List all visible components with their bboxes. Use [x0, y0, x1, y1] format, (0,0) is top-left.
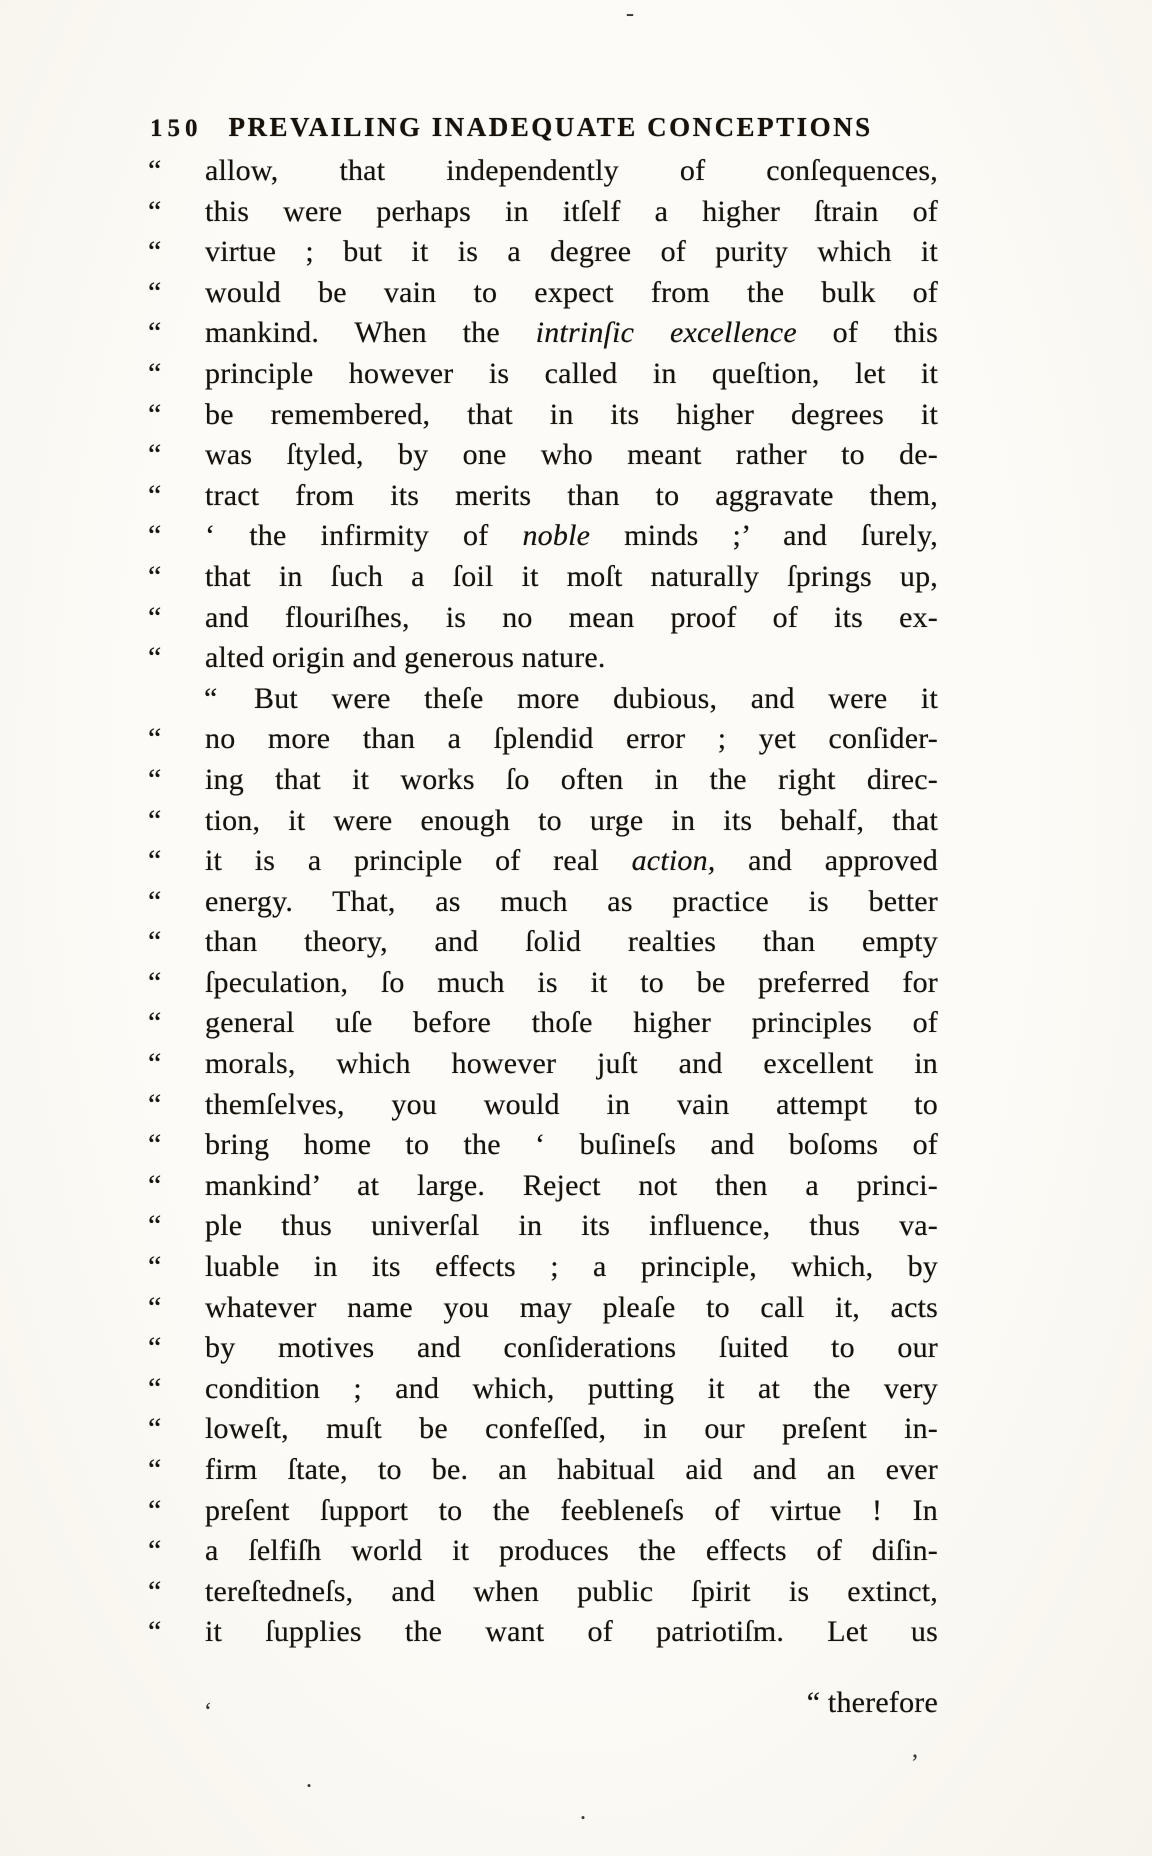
text-line — [148, 1247, 938, 1288]
plain-text: no more than a ſplendid error ; yet conſider- — [205, 722, 938, 756]
line-open-quote: “ — [148, 1371, 162, 1405]
line-text — [205, 1206, 938, 1247]
line-open-quote: “ — [148, 1087, 162, 1121]
plain-text: themſelves, you would in vain attempt to — [205, 1087, 938, 1121]
line-text — [205, 232, 938, 273]
line-open-quote: “ — [148, 803, 162, 837]
italic-text: noble — [522, 519, 591, 553]
text-line — [148, 719, 938, 760]
page-number: 150 — [150, 115, 203, 142]
text-line — [148, 1166, 938, 1207]
line-text — [205, 719, 938, 760]
plain-text: it is a principle of real — [205, 844, 632, 878]
line-open-quote: “ — [148, 1453, 162, 1486]
line-text — [205, 557, 938, 598]
ink-speck: . — [306, 1767, 312, 1793]
text-line — [148, 273, 938, 314]
line-text — [205, 1328, 938, 1369]
plain-text: minds ;’ and ſurely, — [590, 519, 938, 553]
line-text — [205, 435, 938, 476]
plain-text: But were theſe more dubious, and were it — [254, 681, 938, 715]
line-open-quote: “ — [148, 478, 162, 512]
line-text — [205, 1450, 938, 1491]
line-text — [205, 313, 938, 354]
text-line — [148, 557, 938, 598]
plain-text: would be vain to expect from the bulk of — [205, 275, 938, 309]
line-text — [205, 638, 938, 679]
plain-text: mankind. When the — [205, 316, 536, 350]
plain-text: firm ſtate, to be. an habitual aid and an ever — [205, 1453, 938, 1486]
line-open-quote: “ — [148, 1574, 162, 1608]
plain-text: general uſe before thoſe higher principles of — [205, 1006, 938, 1040]
ink-speck: , — [912, 1737, 918, 1763]
line-text — [205, 1288, 938, 1329]
plain-text: ‘ the infirmity of — [205, 519, 523, 553]
plain-text: condition ; and which, putting it at the very — [205, 1371, 938, 1405]
line-open-quote: “ — [148, 925, 162, 959]
line-text — [205, 801, 938, 842]
line-open-quote: “ — [148, 438, 162, 472]
line-open-quote: “ — [148, 1047, 162, 1081]
line-open-quote: “ — [148, 235, 162, 269]
line-open-quote: “ — [148, 154, 162, 187]
ink-speck: ‘ — [204, 1699, 212, 1725]
text-line — [148, 1044, 938, 1085]
text-line — [148, 1572, 938, 1613]
line-text — [205, 1003, 938, 1044]
line-open-quote: “ — [148, 1493, 162, 1527]
line-text — [205, 273, 938, 314]
line-open-quote: “ — [148, 1615, 162, 1649]
line-text — [205, 841, 938, 882]
line-text — [205, 1166, 938, 1207]
text-line — [148, 435, 938, 476]
line-text — [254, 679, 938, 720]
line-text — [205, 760, 938, 801]
line-text — [205, 192, 938, 233]
text-line — [148, 1125, 938, 1166]
text-line — [148, 1003, 938, 1044]
plain-text: virtue ; but it is a degree of purity which it — [205, 235, 938, 269]
line-text — [205, 1572, 938, 1613]
line-open-quote: “ — [148, 844, 162, 878]
plain-text: energy. That, as much as practice is better — [205, 884, 938, 918]
line-text — [205, 354, 938, 395]
line-text — [205, 516, 938, 557]
italic-text: action, — [631, 844, 716, 878]
page-header — [150, 112, 940, 143]
line-open-quote: “ — [148, 600, 162, 634]
text-line — [148, 882, 938, 923]
plain-text: tract from its merits than to aggravate them, — [205, 478, 938, 512]
text-line — [148, 760, 938, 801]
plain-text: ſpeculation, ſo much is it to be preferred for — [205, 965, 938, 999]
line-open-quote: “ — [148, 397, 162, 431]
line-open-quote: “ — [148, 559, 162, 593]
plain-text: luable in its effects ; a principle, which, by — [205, 1250, 938, 1284]
line-text — [205, 922, 938, 963]
text-line — [148, 395, 938, 436]
line-open-quote: “ — [148, 194, 162, 228]
plain-text: morals, which however juſt and excellent in — [205, 1047, 938, 1081]
line-open-quote: “ — [148, 884, 162, 918]
line-text — [205, 1491, 938, 1532]
text-line — [148, 1369, 938, 1410]
text-line — [148, 679, 938, 720]
line-open-quote: “ — [148, 1006, 162, 1040]
text-line — [148, 516, 938, 557]
plain-text: ple thus univerſal in its influence, thus va- — [205, 1209, 938, 1243]
ink-speck: . — [580, 1799, 586, 1825]
plain-text: it ſupplies the want of patriotiſm. Let us — [205, 1615, 938, 1649]
line-text — [205, 882, 938, 923]
line-open-quote: “ — [148, 641, 162, 675]
line-text — [205, 1125, 938, 1166]
text-line — [148, 1206, 938, 1247]
line-open-quote: “ — [148, 1534, 162, 1568]
text-body — [148, 151, 938, 1653]
plain-text: that in ſuch a ſoil it moſt naturally ſprings up, — [205, 559, 938, 593]
text-line — [148, 1085, 938, 1126]
line-text — [205, 1612, 938, 1653]
line-open-quote: “ — [148, 316, 162, 350]
text-line — [148, 801, 938, 842]
plain-text: bring home to the ‘ buſineſs and boſoms of — [205, 1128, 938, 1162]
plain-text: and approved — [715, 844, 938, 878]
plain-text: a ſelfiſh world it produces the effects of diſin- — [205, 1534, 938, 1568]
line-open-quote: “ — [148, 1331, 162, 1365]
line-text — [205, 1247, 938, 1288]
text-line — [148, 963, 938, 1004]
text-line — [148, 1612, 938, 1653]
plain-text: tereſtedneſs, and when public ſpirit is extinct, — [205, 1574, 938, 1608]
line-text — [205, 1044, 938, 1085]
line-text — [205, 1369, 938, 1410]
line-text — [205, 963, 938, 1004]
text-line — [148, 1491, 938, 1532]
ink-speck: - — [626, 1, 634, 27]
line-open-quote: “ — [148, 1128, 162, 1162]
plain-text: this were perhaps in itſelf a higher ſtrain of — [205, 194, 938, 228]
plain-text: of this — [796, 316, 939, 350]
text-line — [148, 1328, 938, 1369]
line-open-quote: “ — [148, 275, 162, 309]
line-open-quote: “ — [148, 1209, 162, 1243]
line-text — [205, 1085, 938, 1126]
text-line — [148, 192, 938, 233]
text-line — [148, 1450, 938, 1491]
text-line — [148, 841, 938, 882]
plain-text: mankind’ at large. Reject not then a princi- — [205, 1168, 938, 1202]
plain-text: allow, that independently of conſequences, — [205, 154, 938, 187]
line-text — [205, 1531, 938, 1572]
text-line — [148, 1288, 938, 1329]
line-text — [205, 395, 938, 436]
plain-text: principle however is called in queſtion, let it — [205, 356, 938, 390]
plain-text: than theory, and ſolid realties than empty — [205, 925, 938, 959]
text-line — [148, 151, 938, 192]
text-line — [148, 1531, 938, 1572]
text-line — [148, 598, 938, 639]
line-text — [205, 1409, 938, 1450]
italic-text: intrinſic excellence — [535, 316, 797, 350]
line-open-quote: “ — [148, 722, 162, 756]
catchword: “ therefore — [806, 1686, 938, 1719]
text-line — [148, 1409, 938, 1450]
running-title: PREVAILING INADEQUATE CONCEPTIONS — [228, 112, 873, 142]
line-open-quote: “ — [148, 1412, 162, 1446]
text-line — [148, 638, 938, 679]
text-line — [148, 922, 938, 963]
line-open-quote: “ — [148, 519, 162, 553]
line-open-quote: “ — [148, 1168, 162, 1202]
text-line — [148, 232, 938, 273]
line-open-quote: “ — [148, 1290, 162, 1324]
line-open-quote: “ — [148, 762, 162, 796]
text-line — [148, 476, 938, 517]
plain-text: preſent ſupport to the feebleneſs of virtue ! In — [205, 1493, 938, 1527]
plain-text: and flouriſhes, is no mean proof of its ex- — [205, 600, 938, 634]
text-line — [148, 313, 938, 354]
plain-text: ing that it works ſo often in the right direc- — [205, 762, 938, 796]
plain-text: alted origin and generous nature. — [205, 641, 606, 675]
plain-text: by motives and conſiderations ſuited to our — [205, 1331, 938, 1365]
line-open-quote: “ — [148, 356, 162, 390]
line-open-quote: “ — [148, 965, 162, 999]
plain-text: be remembered, that in its higher degrees it — [205, 397, 938, 431]
line-open-quote: “ — [204, 681, 218, 715]
line-text — [205, 598, 938, 639]
text-line — [148, 354, 938, 395]
plain-text: loweſt, muſt be confeſſed, in our preſent in- — [205, 1412, 938, 1446]
plain-text: whatever name you may pleaſe to call it, acts — [205, 1290, 938, 1324]
line-text — [205, 151, 938, 192]
line-text — [205, 476, 938, 517]
plain-text: tion, it were enough to urge in its behalf, that — [205, 803, 938, 837]
plain-text: was ſtyled, by one who meant rather to de- — [205, 438, 938, 472]
line-open-quote: “ — [148, 1250, 162, 1284]
